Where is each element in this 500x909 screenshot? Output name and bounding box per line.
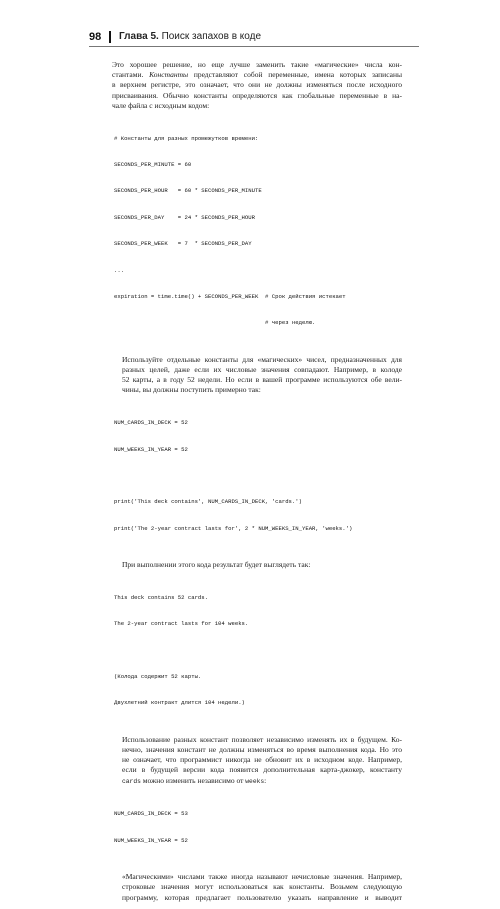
text-line: в верхнем регистре, это означает, что они не должны изменяться после исходного bbox=[112, 80, 402, 90]
text-fragment: : bbox=[264, 775, 267, 785]
text-line: не означает, что программист никогда не обновит их в исходном коде. Например, bbox=[122, 755, 402, 765]
text-line: чины, вы должны поступить примерно так: bbox=[122, 385, 261, 395]
code-line bbox=[114, 472, 402, 481]
paragraph-constants-intro bbox=[112, 60, 402, 111]
text-line: «Магическими» числами также иногда называют нечисловые значения. Например, bbox=[122, 872, 402, 882]
code-line: SECONDS_PER_MINUTE = 60 bbox=[114, 161, 192, 168]
text-line: если в будущей версии кода появится дополнительная карта-джокер, константу bbox=[122, 765, 402, 775]
code-line: (Колода содержит 52 карты. bbox=[114, 673, 202, 681]
text-line: При выполнении этого кода результат будет выглядеть так: bbox=[122, 560, 311, 570]
code-line: expiration = time.time() + SECONDS_PER_WEEK # Срок действия истекает bbox=[114, 292, 346, 300]
code-line: SECONDS_PER_DAY = 24 * SECONDS_PER_HOUR bbox=[114, 213, 255, 221]
code-line: print('The 2-year contract lasts for', 2 * NUM_WEEKS_IN_YEAR, 'weeks.') bbox=[114, 524, 353, 532]
code-line: NUM_WEEKS_IN_YEAR = 52 bbox=[114, 445, 188, 453]
code-line: NUM_CARDS_IN_DECK = 53 bbox=[114, 810, 188, 818]
code-line: This deck contains 52 cards. bbox=[114, 593, 208, 601]
paragraph-output-intro bbox=[112, 560, 402, 570]
inline-code: weeks bbox=[245, 777, 265, 785]
code-line bbox=[114, 647, 402, 656]
code-block-output bbox=[114, 576, 402, 726]
text-fragment: можно изменить независимо от bbox=[142, 775, 244, 785]
code-line: NUM_CARDS_IN_DECK = 52 bbox=[114, 419, 188, 427]
text-line: Использование разных констант позволяет независимо изменять их в будущем. Ко- bbox=[122, 734, 402, 744]
code-line: print('This deck contains', NUM_CARDS_IN_DECK, 'cards.') bbox=[114, 498, 302, 506]
text-line: 52 карты, а в году 52 недели. Но если в вашей программе используются обе вели- bbox=[122, 375, 402, 385]
code-line: SECONDS_PER_WEEK = 7 * SECONDS_PER_DAY bbox=[114, 240, 252, 248]
paragraph-string-constants bbox=[112, 872, 402, 903]
code-line: # через неделю. bbox=[114, 319, 316, 327]
emphasis-term: Константы bbox=[149, 70, 189, 80]
chapter-name: Поиск запахов в коде bbox=[161, 31, 262, 42]
text-line: присваивания. Обычно константы определяются как глобальные переменные в на- bbox=[112, 90, 402, 100]
code-line: NUM_WEEKS_IN_YEAR = 52 bbox=[114, 836, 188, 844]
text-line: чале файла с исходным кодом: bbox=[112, 100, 210, 110]
code-block-deck-weeks bbox=[114, 402, 402, 552]
code-line: Двухлетний контракт длится 104 недели.) bbox=[114, 699, 245, 707]
paragraph-independent-change bbox=[112, 735, 402, 787]
inline-code: cards bbox=[122, 777, 141, 785]
text-fragment: стантами. bbox=[112, 70, 144, 80]
page-content bbox=[112, 60, 402, 909]
text-fragment: представляют собой переменные, имена которых записаны bbox=[193, 70, 402, 80]
code-line: # Константы для разных промежутков времени: bbox=[114, 134, 259, 142]
text-line bbox=[112, 776, 402, 787]
page-number: 98 bbox=[89, 31, 102, 43]
code-block-time-constants bbox=[114, 117, 402, 346]
text-line: Это хорошее решение, но еще лучше заменить такие «магические» числа кон- bbox=[112, 60, 402, 69]
code-block-joker bbox=[114, 793, 402, 863]
header-rule bbox=[89, 46, 419, 47]
chapter-marker bbox=[109, 31, 111, 43]
code-line: ... bbox=[114, 266, 125, 274]
chapter-label: Глава 5. bbox=[119, 31, 159, 42]
chapter-title bbox=[119, 30, 261, 44]
text-line: Используйте отдельные константы для «магических» чисел, предназначенных для bbox=[122, 354, 402, 364]
text-line bbox=[112, 70, 402, 80]
code-line: SECONDS_PER_HOUR = 60 * SECONDS_PER_MINUTE bbox=[114, 187, 262, 195]
text-line: нечно, значения констант не должны изменяться во время выполнения кода. Но это bbox=[122, 745, 402, 755]
text-line: строковые значения могут использоваться как константы. Возьмем следующую bbox=[122, 882, 402, 892]
paragraph-separate-constants bbox=[112, 355, 402, 396]
page-header bbox=[89, 30, 419, 48]
code-line: The 2-year contract lasts for 104 weeks. bbox=[114, 620, 249, 628]
text-line: программу, которая предлагает пользователю указать направление и выводит bbox=[122, 892, 402, 902]
text-line: разных целей, даже если их числовые значения совпадают. Например, в колоде bbox=[122, 364, 402, 374]
